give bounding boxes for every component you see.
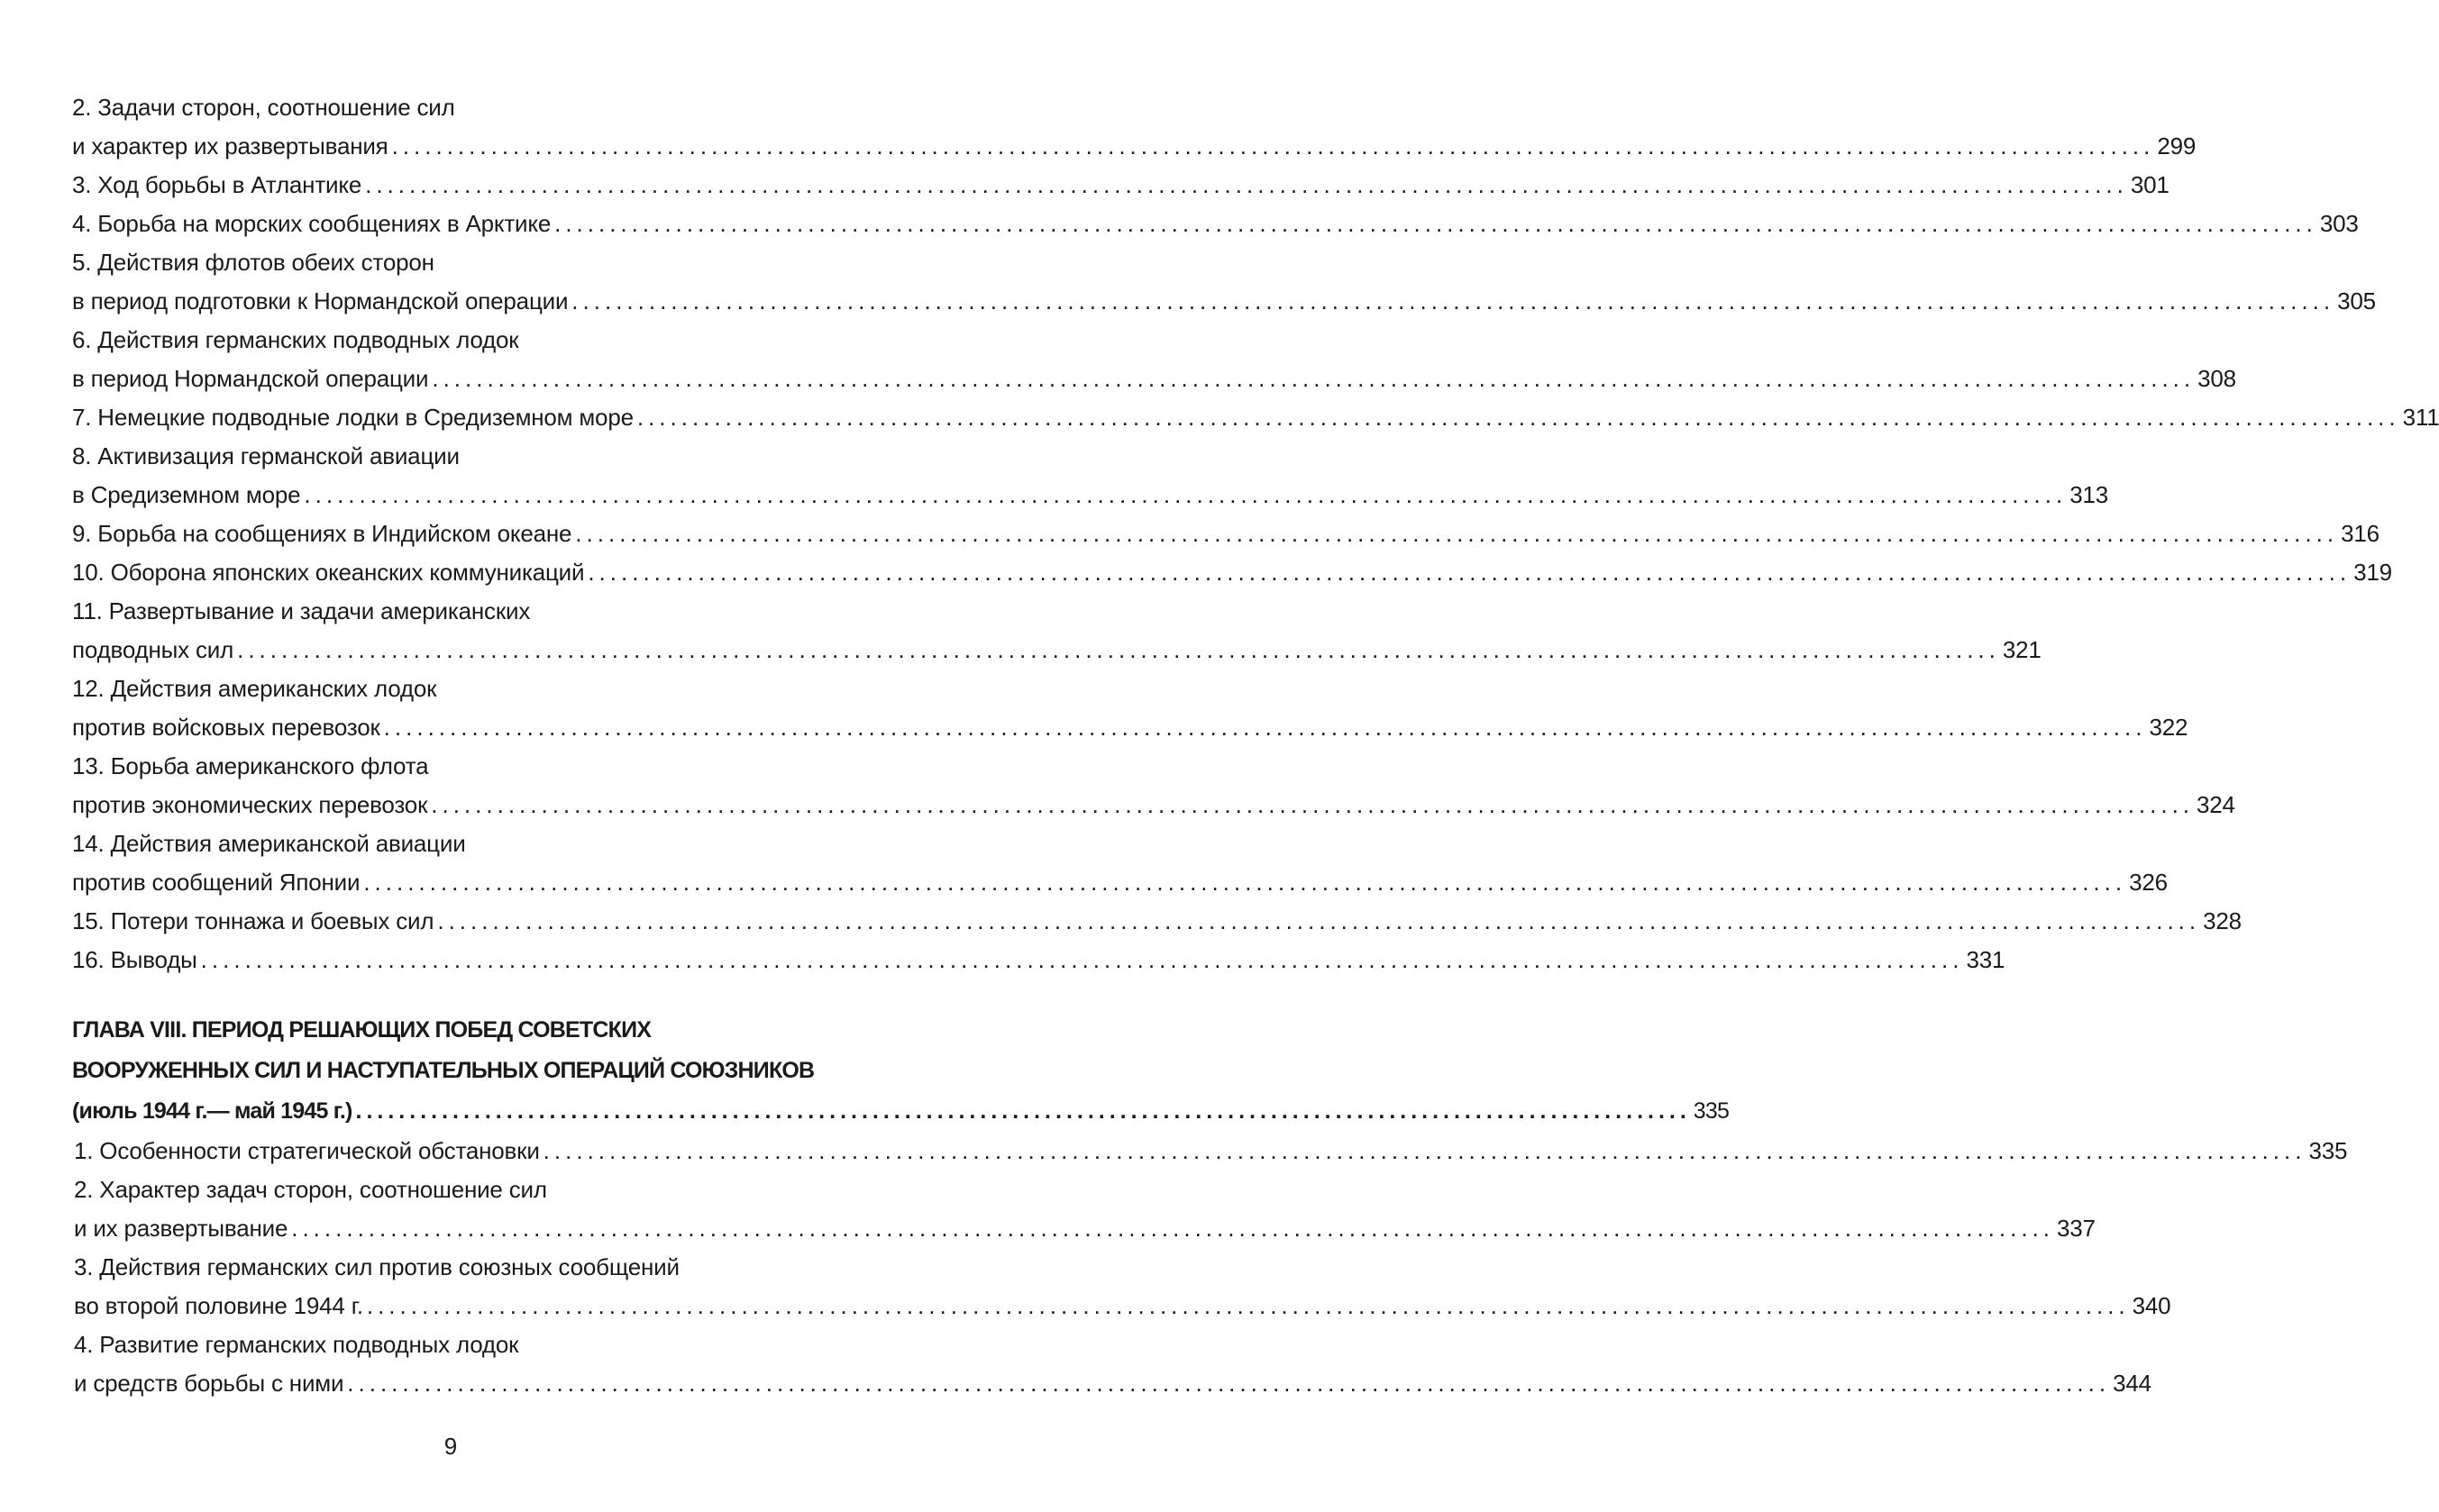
dot-leader: ................................................................................................................................................................	[543, 1137, 2307, 1164]
toc-entry-text: и их развертывание	[74, 1215, 288, 1242]
toc-entry	[72, 902, 2242, 941]
toc-entry-text: 16. Выводы	[72, 946, 197, 973]
toc-entry-last-line	[72, 282, 2376, 321]
dot-leader: ................................................................................................................................................................	[366, 1292, 2130, 1319]
toc-entry-text: против экономических перевозок	[72, 791, 428, 818]
toc-entry	[72, 243, 2376, 321]
page-number: 299	[2157, 132, 2197, 159]
page-number: 308	[2197, 365, 2236, 392]
toc-entry-last-line	[72, 902, 2242, 941]
dot-leader: ................................................................................................................................................................	[575, 520, 2339, 547]
page-number: 335	[1693, 1098, 1730, 1124]
table-of-contents	[72, 88, 2439, 1403]
page-number: 337	[2057, 1215, 2096, 1242]
chapter-title-last-line	[72, 1091, 1730, 1132]
page-number: 311	[2402, 404, 2439, 431]
toc-entry	[72, 824, 2168, 902]
page-number: 319	[2353, 559, 2392, 586]
toc-entry-text: в период подготовки к Нормандской операции	[72, 287, 569, 314]
toc-entry-last-line	[72, 515, 2380, 553]
toc-entry-line: 2. Характер задач сторон, соотношение сил	[74, 1176, 547, 1203]
dot-leader: ................................................................................................................................................................	[554, 210, 2317, 237]
toc-entry-last-line	[74, 1287, 2171, 1325]
page-number: 305	[2337, 287, 2376, 314]
toc-entry	[72, 205, 2359, 243]
dot-leader: ................................................................................................................................................................	[363, 869, 2127, 896]
toc-entry	[72, 515, 2380, 553]
toc-entry-text: против войсковых перевозок	[72, 714, 380, 741]
toc-entry-text: в Средиземном море	[72, 481, 301, 508]
toc-entry-last-line	[72, 708, 2188, 747]
toc-entry	[72, 88, 2197, 166]
toc-entry-text: 4. Борьба на морских сообщениях в Арктике	[72, 210, 552, 237]
toc-entry	[72, 321, 2236, 398]
toc-entry-last-line	[74, 1132, 2348, 1170]
toc-entry-text: 3. Ход борьбы в Атлантике	[72, 171, 362, 198]
dot-leader: ................................................................................................................................................................	[432, 365, 2196, 392]
toc-entry	[72, 592, 2042, 669]
toc-entry	[72, 669, 2188, 747]
toc-entry-last-line	[72, 166, 2170, 205]
toc-entry	[74, 1132, 2348, 1170]
toc-entry-text: 15. Потери тоннажа и боевых сил	[72, 907, 434, 934]
dot-leader: ................................................................................................................................................................	[383, 714, 2147, 741]
toc-entry-last-line	[72, 553, 2392, 592]
toc-entry-last-line	[72, 863, 2168, 902]
page-number: 301	[2130, 171, 2170, 198]
page-number: 328	[2203, 907, 2242, 934]
toc-entry-text: 10. Оборона японских океанских коммуникаций	[72, 559, 585, 586]
toc-entry-text: и средств борьбы с ними	[74, 1370, 344, 1397]
toc-entry-line: 4. Развитие германских подводных лодок	[74, 1331, 519, 1358]
toc-entry-last-line	[74, 1364, 2151, 1403]
toc-entry	[72, 747, 2235, 824]
toc-entry-line: 14. Действия американской авиации	[72, 830, 466, 857]
dot-leader: ................................................................................................................................................................	[291, 1215, 2055, 1242]
page-number: 303	[2319, 210, 2359, 237]
toc-entry-text: против сообщений Японии	[72, 869, 361, 896]
chapter-heading	[72, 1010, 1730, 1132]
page-number: 344	[2113, 1370, 2151, 1397]
dot-leader: ................................................................................................................................................................	[588, 559, 2352, 586]
toc-entry-last-line	[72, 476, 2108, 515]
page-number: 321	[2002, 636, 2042, 663]
page-number: 335	[2308, 1137, 2348, 1164]
toc-entry-line: 5. Действия флотов обеих сторон	[72, 249, 434, 276]
toc-entry	[74, 1325, 2151, 1403]
toc-entry-text: в период Нормандской операции	[72, 365, 429, 392]
toc-entry-text: во второй половине 1944 г.	[74, 1292, 363, 1319]
dot-leader: ................................................................................................................................................................	[571, 287, 2335, 314]
toc-entry-last-line	[74, 1209, 2096, 1248]
page-number: 340	[2132, 1292, 2171, 1319]
toc-entry-line: 3. Действия германских сил против союзных сообщений	[74, 1253, 680, 1280]
dot-leader: ................................................................................................................................................................	[200, 946, 1964, 973]
toc-entry-line: 12. Действия американских лодок	[72, 675, 437, 702]
toc-entry	[72, 941, 2005, 979]
toc-entry	[72, 437, 2108, 515]
toc-entry	[74, 1248, 2171, 1325]
toc-entry	[72, 166, 2170, 205]
page-number: 326	[2129, 869, 2168, 896]
toc-entry-line: 2. Задачи сторон, соотношение сил	[72, 94, 455, 121]
dot-leader: ................................................................................................................................................................	[304, 481, 2068, 508]
page-number: 331	[1966, 946, 2005, 973]
toc-entry	[72, 398, 2439, 437]
toc-section-after	[72, 1132, 2348, 1403]
dot-leader: ................................................................................................................................................................	[347, 1370, 2111, 1397]
page-number: 324	[2197, 791, 2235, 818]
dot-leader: ................................................................................................................................................................	[437, 907, 2201, 934]
toc-entry-last-line	[72, 127, 2197, 166]
chapter-title-line: ГЛАВА VIII. ПЕРИОД РЕШАЮЩИХ ПОБЕД СОВЕТСКИХ	[72, 1017, 652, 1043]
toc-entry-text: подводных сил	[72, 636, 234, 663]
toc-entry-line: 13. Борьба американского флота	[72, 752, 429, 779]
toc-entry-text: и характер их развертывания	[72, 132, 388, 159]
toc-entry-last-line	[72, 360, 2236, 398]
toc-entry-text: 7. Немецкие подводные лодки в Средиземном море	[72, 404, 634, 431]
chapter-title-line: ВООРУЖЕННЫХ СИЛ И НАСТУПАТЕЛЬНЫХ ОПЕРАЦИЙ СОЮЗНИКОВ	[72, 1058, 815, 1083]
dot-leader: ................................................................................................................................................................	[365, 171, 2128, 198]
toc-entry	[72, 553, 2392, 592]
toc-entry-line: 8. Активизация германской авиации	[72, 442, 460, 469]
dot-leader: ................................................................................................................................................................	[391, 132, 2155, 159]
page-number: 316	[2341, 520, 2380, 547]
toc-entry-last-line	[72, 941, 2005, 979]
dot-leader: ................................................................................................................................................................	[431, 791, 2195, 818]
toc-entry-line: 6. Действия германских подводных лодок	[72, 326, 519, 353]
page-number: 313	[2069, 481, 2108, 508]
toc-entry-last-line	[72, 205, 2359, 243]
dot-leader: ................................................................................................................................................................	[237, 636, 2000, 663]
toc-entry-text: 1. Особенности стратегической обстановки	[74, 1137, 540, 1164]
chapter-dates: (июль 1944 г.— май 1945 г.)	[72, 1098, 352, 1124]
page-number: 322	[2149, 714, 2188, 741]
toc-section-before	[72, 88, 2439, 979]
dot-leader: ............................................................................................................................	[355, 1098, 1691, 1124]
toc-entry-line: 11. Развертывание и задачи американских	[72, 597, 531, 624]
toc-entry-last-line	[72, 398, 2439, 437]
toc-entry-last-line	[72, 631, 2042, 669]
toc-entry-text: 9. Борьба на сообщениях в Индийском океане	[72, 520, 572, 547]
toc-entry-last-line	[72, 786, 2235, 824]
dot-leader: ................................................................................................................................................................	[636, 404, 2400, 431]
toc-entry	[74, 1170, 2096, 1248]
footer-page-number: 9	[443, 1433, 458, 1460]
